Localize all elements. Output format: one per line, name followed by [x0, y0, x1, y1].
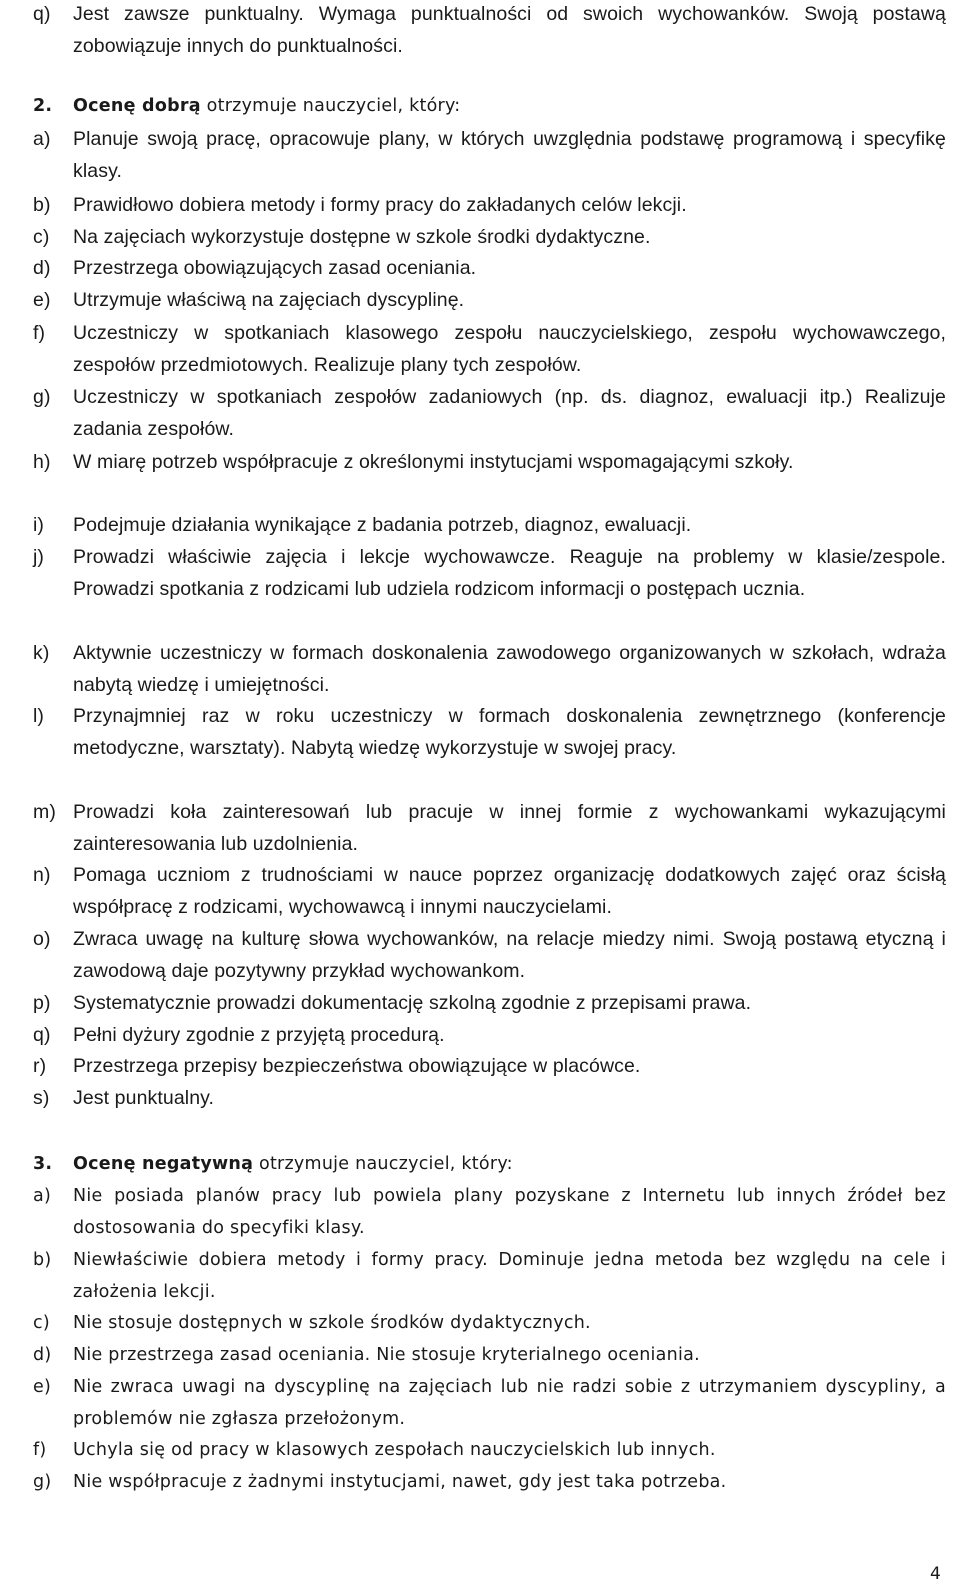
list-item: [33, 1307, 960, 1339]
list-item: [33, 700, 960, 764]
item-text: Zwraca uwagę na kulturę słowa wychowanków, na relacje miedzy nimi. Swoją postawą etyczną i zawodową daje pozytywny przykład wychowankom.: [73, 928, 946, 982]
item-text: Nie współpracuje z żadnymi instytucjami, nawet, gdy jest taka potrzeba.: [73, 1472, 727, 1492]
item-text: Przestrzega obowiązujących zasad oceniania.: [73, 257, 477, 279]
list-item: [33, 796, 960, 860]
item-label: k): [33, 642, 50, 664]
section-heading-bold: Ocenę negatywną: [73, 1154, 254, 1174]
item-label: b): [33, 1250, 52, 1270]
list-item: [33, 637, 960, 701]
list-item: [33, 987, 960, 1019]
item-text: Jest punktualny.: [73, 1087, 215, 1109]
list-item: [33, 1244, 960, 1308]
item-text: Prowadzi właściwie zajęcia i lekcje wychowawcze. Reaguje na problemy w klasie/zespole. Prowadzi spotkania z rodzicami lub udziela rodzicom informacji o postępach ucznia.: [73, 546, 946, 600]
list-item: [33, 123, 960, 187]
item-label: j): [33, 546, 45, 568]
item-label: q): [33, 1024, 51, 1046]
list-item: [33, 1082, 960, 1114]
list-item: [33, 1371, 960, 1435]
item-label: f): [33, 1440, 47, 1460]
item-label: f): [33, 322, 46, 344]
item-text: Niewłaściwie dobiera metody i formy pracy. Dominuje jedna metoda bez względu na cele i założenia lekcji.: [73, 1250, 946, 1302]
item-text: Jest zawsze punktualny. Wymaga punktualności od swoich wychowanków. Swoją postawą zobowiązuje innych do punktualności.: [73, 3, 946, 57]
item-text: Prowadzi koła zainteresowań lub pracuje w innej formie z wychowankami wykazującymi zainteresowania lub uzdolnienia.: [73, 801, 946, 855]
item-label: a): [33, 1186, 52, 1206]
list-item: [33, 284, 960, 316]
item-text: W miarę potrzeb współpracuje z określonymi instytucjami wspomagającymi szkoły.: [73, 451, 794, 473]
item-text: Uczestniczy w spotkaniach zespołów zadaniowych (np. ds. diagnoz, ewaluacji itp.) Realizuje zadania zespołów.: [73, 386, 946, 440]
list-item: [33, 446, 960, 478]
section-heading: [33, 1148, 933, 1180]
item-label: p): [33, 992, 51, 1014]
list-item: [33, 859, 960, 923]
item-text: Utrzymuje właściwą na zajęciach dyscyplinę.: [73, 289, 465, 311]
section-number: 3.: [33, 1154, 53, 1174]
list-item: [33, 317, 960, 381]
section-heading-rest: otrzymuje nauczyciel, który:: [200, 96, 461, 116]
list-item: [33, 509, 960, 541]
list-item: [33, 1434, 960, 1466]
item-text: Przynajmniej raz w roku uczestniczy w formach doskonalenia zewnętrznego (konferencje metodyczne, warsztaty). Nabytą wiedzę wykorzystuje w swojej pracy.: [73, 705, 946, 759]
item-text: Nie stosuje dostępnych w szkole środków dydaktycznych.: [73, 1313, 591, 1333]
item-text: Nie przestrzega zasad oceniania. Nie stosuje kryterialnego oceniania.: [73, 1345, 700, 1365]
item-label: b): [33, 194, 51, 216]
item-text: Uczestniczy w spotkaniach klasowego zespołu nauczycielskiego, zespołu wychowawczego, zespołów przedmiotowych. Realizuje plany tych zespołów.: [73, 322, 946, 376]
item-label: c): [33, 1313, 50, 1333]
list-item: [33, 381, 960, 445]
section-heading-bold: Ocenę dobrą: [73, 96, 201, 116]
item-label: a): [33, 128, 51, 150]
list-item: [33, 1019, 960, 1051]
list-item: [33, 1050, 960, 1082]
list-item: [33, 1180, 960, 1244]
item-text: Planuje swoją pracę, opracowuje plany, w których uwzględnia podstawę programową i specyfikę klasy.: [73, 128, 946, 182]
item-text: Nie zwraca uwagi na dyscyplinę na zajęciach lub nie radzi sobie z utrzymaniem dyscypliny, a problemów nie zgłasza przełożonym.: [73, 1377, 946, 1429]
list-item: [33, 1339, 960, 1371]
item-text: Przestrzega przepisy bezpieczeństwa obowiązujące w placówce.: [73, 1055, 641, 1077]
item-label: m): [33, 801, 56, 823]
item-label: o): [33, 928, 51, 950]
item-label: d): [33, 1345, 52, 1365]
section-heading-rest: otrzymuje nauczyciel, który:: [253, 1154, 513, 1174]
item-text: Systematycznie prowadzi dokumentację szkolną zgodnie z przepisami prawa.: [73, 992, 752, 1014]
item-text: Podejmuje działania wynikające z badania potrzeb, diagnoz, ewaluacji.: [73, 514, 692, 536]
item-label: s): [33, 1087, 50, 1109]
item-text: Nie posiada planów pracy lub powiela plany pozyskane z Internetu lub innych źródeł bez dostosowania do specyfiki klasy.: [73, 1186, 946, 1238]
item-text: Aktywnie uczestniczy w formach doskonalenia zawodowego organizowanych w szkołach, wdraża nabytą wiedzę i umiejętności.: [73, 642, 946, 696]
item-text: Uchyla się od pracy w klasowych zespołach nauczycielskich lub innych.: [73, 1440, 716, 1460]
item-label: i): [33, 514, 45, 536]
item-label: g): [33, 1472, 52, 1492]
item-label: e): [33, 289, 51, 311]
item-label: g): [33, 386, 51, 408]
item-text: Pomaga uczniom z trudnościami w nauce poprzez organizację dodatkowych zajęć oraz ścisłą współpracę z rodzicami, wychowawcą i innymi nauczycielami.: [73, 864, 946, 918]
item-label: r): [33, 1055, 47, 1077]
list-item: [33, 1466, 960, 1498]
list-item: [33, 0, 960, 62]
item-label: q): [33, 3, 51, 25]
list-item: [33, 189, 960, 221]
list-item: [33, 541, 960, 605]
list-item: [33, 923, 960, 987]
section-heading: [33, 90, 933, 122]
item-label: d): [33, 257, 51, 279]
item-text: Pełni dyżury zgodnie z przyjętą procedurą.: [73, 1024, 445, 1046]
item-label: h): [33, 451, 51, 473]
item-label: c): [33, 226, 50, 248]
item-text: Na zajęciach wykorzystuje dostępne w szkole środki dydaktyczne.: [73, 226, 651, 248]
page-number: 4: [930, 1564, 941, 1584]
item-text: Prawidłowo dobiera metody i formy pracy do zakładanych celów lekcji.: [73, 194, 687, 216]
section-number: 2.: [33, 96, 53, 116]
item-label: e): [33, 1377, 52, 1397]
list-item: [33, 221, 960, 253]
item-label: n): [33, 864, 51, 886]
item-label: l): [33, 705, 45, 727]
list-item: [33, 252, 960, 284]
